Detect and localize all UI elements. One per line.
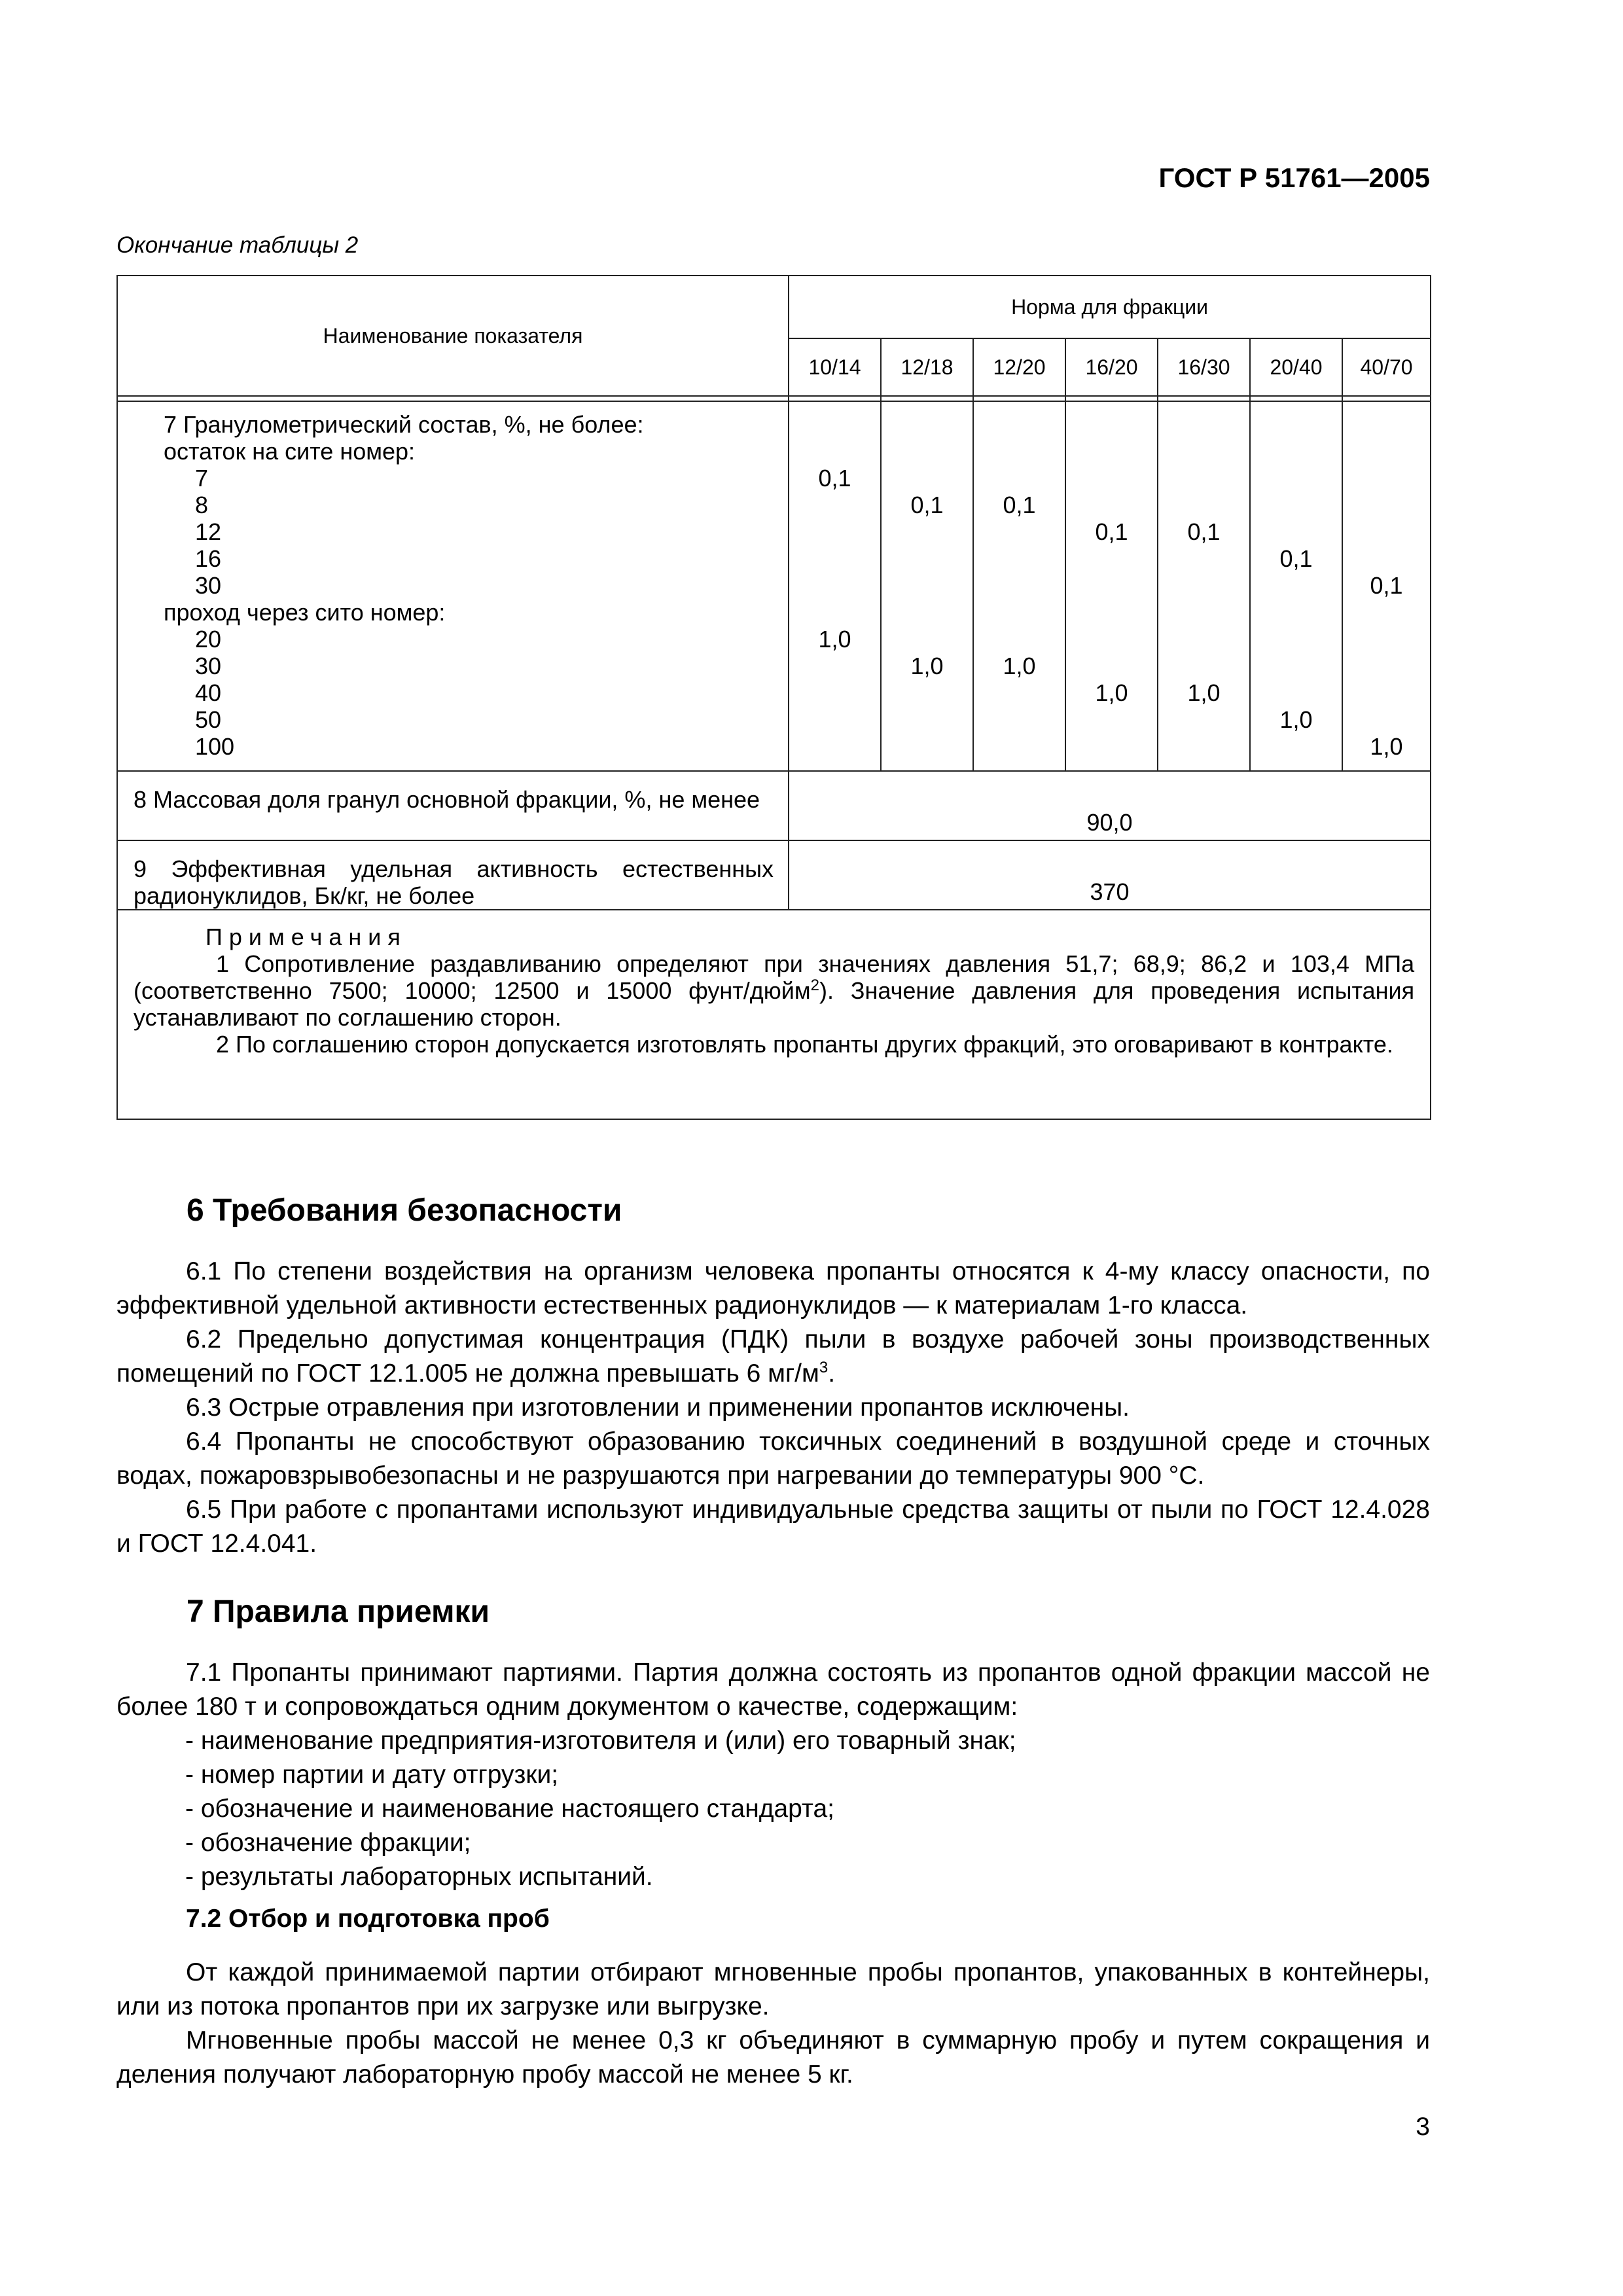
table-row xyxy=(117,771,1431,840)
residue-value: 0,1 xyxy=(1187,518,1221,545)
label-line: остаток на сите номер: xyxy=(164,438,416,465)
pass-value: 1,0 xyxy=(818,626,851,653)
para-6-1: 6.1 По степени воздействия на организм человека пропанты относятся к 4-му классу опасности, по эффективной удельной активности естественных радионуклидов — к материалам 1-го класса. xyxy=(116,1257,1430,1319)
note-1: 1 Сопротивление раздавливанию определяют при значениях давления 51,7; 68,9; 86,2 и 103,4 МПа (соответственно 7500; 10000; 12500 и 15000 фунт/дюйм$^2$). Значение давления для проведения испытания устанавливают по соглашению сторон. xyxy=(134,950,1415,1031)
table-row xyxy=(117,401,1431,771)
pass-value: 1,0 xyxy=(1003,653,1036,679)
label-line: 7 xyxy=(195,465,209,492)
pass-value: 1,0 xyxy=(1279,706,1313,733)
header-norm: Норма для фракции xyxy=(789,276,1431,338)
residue-value: 0,1 xyxy=(1095,518,1128,545)
header-fraction: 16/30 xyxy=(1158,338,1250,396)
list-item: - обозначение фракции; xyxy=(185,1829,471,1857)
document-list xyxy=(185,1724,1016,1894)
list-item: - результаты лабораторных испытаний. xyxy=(185,1863,653,1891)
pass-value: 1,0 xyxy=(1187,679,1221,706)
pass-value: 1,0 xyxy=(1370,733,1403,760)
residue-value: 0,1 xyxy=(910,492,944,518)
header-fraction: 20/40 xyxy=(1250,338,1342,396)
row8-label: 8 Массовая доля гранул основной фракции, %, не менее xyxy=(117,771,789,840)
label-line: 100 xyxy=(195,733,235,760)
section-6-body xyxy=(116,1255,1430,1561)
list-item: - обозначение и наименование настоящего стандарта; xyxy=(185,1795,834,1823)
residue-value: 0,1 xyxy=(1370,572,1403,599)
section-6-title: 6 Требования безопасности xyxy=(187,1193,622,1228)
para-6-5: 6.5 При работе с пропантами используют индивидуальные средства защиты от пыли по ГОСТ 12.4.028 и ГОСТ 12.4.041. xyxy=(116,1496,1430,1558)
para-7-2-b: Мгновенные пробы массой не менее 0,3 кг объединяют в суммарную пробу и путем сокращения и деления получают лабораторную пробу массой не менее 5 кг. xyxy=(116,2026,1430,2089)
header-name: Наименование показателя xyxy=(117,276,789,396)
header-fraction: 40/70 xyxy=(1342,338,1431,396)
para-6-4: 6.4 Пропанты не способствуют образованию токсичных соединений в воздушной среде и сточных водах, пожаровзрывобезопасны и не разрушаются при нагревании до температуры 900 °С. xyxy=(116,1427,1430,1490)
label-line: 8 xyxy=(195,492,209,518)
table-notes xyxy=(117,910,1431,1119)
row8-value: 90,0 xyxy=(789,771,1431,840)
para-7-1: 7.1 Пропанты принимают партиями. Партия должна состоять из пропантов одной фракции массой не более 180 т и сопровождаться одним документом о качестве, содержащим: xyxy=(116,1659,1430,1721)
section-7-2-body xyxy=(116,1956,1430,2092)
row9-label: 9 Эффективная удельная активность естественных радионуклидов, Бк/кг, не более xyxy=(117,840,789,910)
para-7-2-a: От каждой принимаемой партии отбирают мгновенные пробы пропантов, упакованных в контейнеры, или из потока пропантов при их загрузке или выгрузке. xyxy=(116,1958,1430,2020)
para-6-3: 6.3 Острые отравления при изготовлении и применении пропантов исключены. xyxy=(186,1393,1130,1422)
pass-value: 1,0 xyxy=(1095,679,1128,706)
table-2 xyxy=(116,275,1431,1120)
label-line: 30 xyxy=(195,653,222,679)
row9-value: 370 xyxy=(789,840,1431,910)
residue-value: 0,1 xyxy=(1003,492,1036,518)
note-2: 2 По соглашению сторон допускается изготовлять пропанты других фракций, это оговаривают в контракте. xyxy=(216,1031,1393,1058)
page-number: 3 xyxy=(1416,2113,1430,2141)
list-item: - наименование предприятия-изготовителя и (или) его товарный знак; xyxy=(185,1727,1016,1755)
pass-value: 1,0 xyxy=(910,653,944,679)
notes-title: Примечания xyxy=(205,924,407,950)
label-line: 16 xyxy=(195,545,222,572)
label-line: 20 xyxy=(195,626,222,653)
row7-label xyxy=(117,401,789,771)
table-caption: Окончание таблицы 2 xyxy=(116,232,359,258)
notes-row xyxy=(117,910,1431,1119)
header-fraction: 12/18 xyxy=(881,338,973,396)
residue-value: 0,1 xyxy=(818,465,851,492)
standard-code: ГОСТ Р 51761—2005 xyxy=(1158,162,1430,193)
header-fraction: 12/20 xyxy=(973,338,1065,396)
label-line: 50 xyxy=(195,706,222,733)
residue-value: 0,1 xyxy=(1279,545,1313,572)
section-7-title: 7 Правила приемки xyxy=(187,1594,490,1629)
header-fraction: 16/20 xyxy=(1065,338,1158,396)
label-line: 12 xyxy=(195,518,222,545)
table-row xyxy=(117,840,1431,910)
label-line: 30 xyxy=(195,572,222,599)
label-line: проход через сито номер: xyxy=(164,599,446,626)
label-line: 40 xyxy=(195,679,222,706)
subsection-7-2-title: 7.2 Отбор и подготовка проб xyxy=(186,1905,550,1933)
list-item: - номер партии и дату отгрузки; xyxy=(185,1761,559,1789)
para-6-2: 6.2 Предельно допустимая концентрация (ПДК) пыли в воздухе рабочей зоны производственных помещений по ГОСТ 12.1.005 не должна превышать 6 $мг/м^3$. xyxy=(116,1325,1430,1388)
header-fraction: 10/14 xyxy=(789,338,881,396)
label-line: 7 Гранулометрический состав, %, не более: xyxy=(164,411,644,438)
